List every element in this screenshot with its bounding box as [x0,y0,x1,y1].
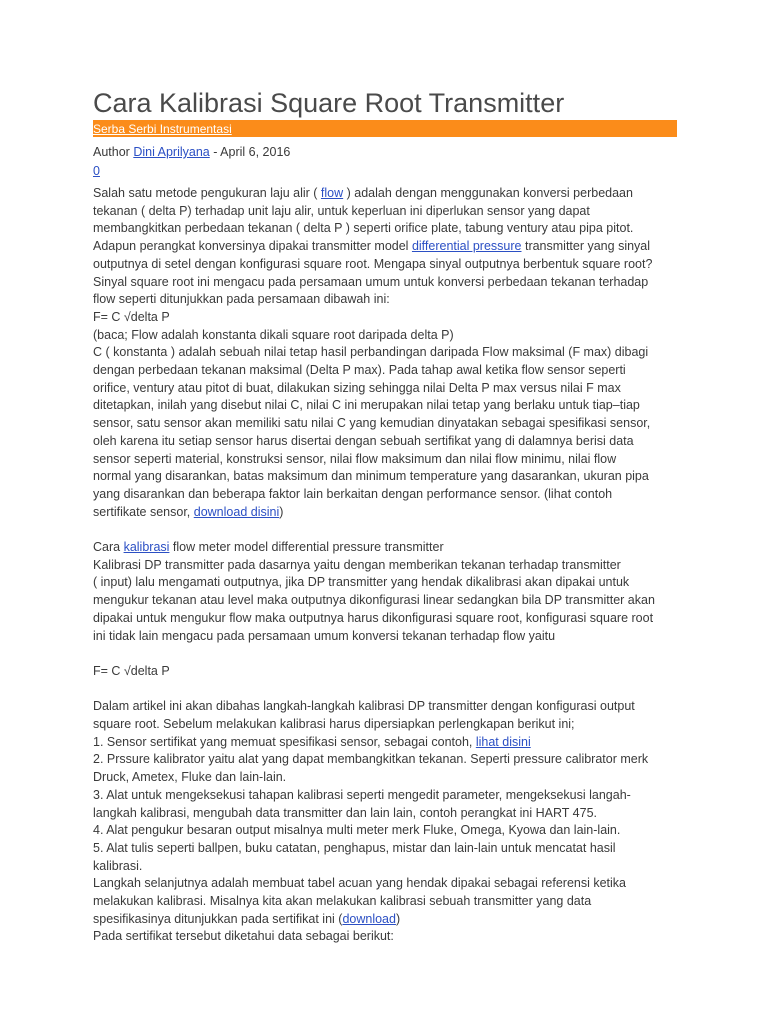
download-link[interactable]: download [342,911,396,926]
formula-line: F= C √delta P [93,309,170,324]
text-span: sertifikate sensor, [93,504,194,519]
lihat-disini-link[interactable]: lihat disini [475,734,531,749]
download-disini-link[interactable]: download disini [193,504,280,519]
list-item: 2. Prssure kalibrator yaitu alat yang dapat membangkitkan tekanan. Seperti pressure calibrator merk [93,752,649,767]
text-line [93,185,678,203]
text-span: spesifikasinya ditunjukkan pada sertifikat ini ( [93,911,343,926]
list-item [93,734,678,752]
text-span: 1. Sensor sertifikat yang memuat spesifikasi sensor, sebagai contoh, [93,734,476,749]
text-span: Salah satu metode pengukuran laju alir ( [93,186,321,200]
paragraph-calibration [93,539,678,645]
text-line: Kalibrasi DP transmitter pada dasarnya yaitu dengan memberikan tekanan terhadap transmitter [93,557,621,572]
text-line: dengan perbedaan tekanan maksimal (Delta P max). Pada tahap awal ketika flow sensor seperti [93,363,626,378]
flow-link[interactable]: flow [320,186,344,200]
differential-pressure-link[interactable]: differential pressure [411,239,522,254]
comments-link[interactable]: 0 [93,164,100,178]
formula-line: F= C √delta P [93,663,170,678]
text-span: transmitter yang sinyal [521,239,651,254]
label-bar [93,120,677,137]
text-line: langkah kalibrasi, mengubah data transmitter dan lain lain, contoh perangkat ini HART 475. [93,805,598,820]
text-line: yang disarankan dan beberapa faktor lain berkaitan dengan performance sensor. (lihat contoh [93,486,613,501]
text-line: Sinyal square root ini mengacu pada persamaan umum untuk konversi perbedaan tekanan terhadap [93,274,649,289]
text-line: ( input) lalu mengamati outputnya, jika DP transmitter yang hendak dikalibrasi akan dipakai untuk [93,575,630,590]
text-line: (baca; Flow adalah konstanta dikali square root daripada delta P) [93,327,454,342]
text-line: membangkitkan perbedaan tekanan ( delta P ) seperti orifice plate, tabung ventury atau pipa pitot. [93,221,634,236]
text-span: ) [279,504,284,519]
kalibrasi-link[interactable]: kalibrasi [123,540,170,555]
paragraph-gap [93,645,678,663]
text-line: melakukan kalibrasi. Misalnya kita akan melakukan kalibrasi sebuah transmitter yang data [93,894,592,909]
text-span: ) [395,911,401,926]
post-date: April 6, 2016 [220,145,291,159]
author-link[interactable]: Dini Aprilyana [133,145,210,159]
list-item: 4. Alat pengukur besaran output misalnya multi meter merk Fluke, Omega, Kyowa dan lain-lain. [93,823,621,838]
text-line [93,504,678,522]
text-line: kalibrasi. [93,858,143,873]
text-line [93,539,678,557]
text-span: Cara [93,540,124,555]
text-line: square root. Sebelum melakukan kalibrasi harus dipersiapkan perlengkapan berikut ini; [93,717,575,732]
text-span: ) adalah dengan menggunakan konversi perbedaan [343,186,633,200]
text-line: oleh karena itu setiap sensor harus disertai dengan sebuah sertifikat yang di dalamnya berisi data [93,433,634,448]
text-line: ditetapkan, inilah yang disebut nilai C, nilai C ini merupakan nilai tetap yang berlaku untuk tiap–tiap [93,398,640,413]
text-line: ini tidak lain mengacu pada persamaan umum konversi tekanan terhadap flow yaitu [93,628,556,643]
text-line: normal yang disarankan, batas maksimum dan minimum temperature yang dasarankan, ukuran pipa [93,469,649,484]
text-span: Adapun perangkat konversinya dipakai transmitter model [93,239,412,254]
paragraph-intro [93,185,678,521]
text-line: Langkah selanjutnya adalah membuat tabel acuan yang hendak dipakai sebagai referensi ketika [93,876,627,891]
text-line: sensor, satu sensor akan memiliki satu nilai C yang kemudian dinyatakan sebagai spesifikasi sensor, [93,416,651,431]
text-line [93,238,678,256]
post-title: Cara Kalibrasi Square Root Transmitter [93,88,565,118]
text-line: sensor seperti material, konstruksi sensor, nilai flow maksimum dan nilai flow minimu, nilai flow [93,451,617,466]
paragraph-steps [93,698,678,946]
date-separator: - [209,145,221,159]
text-span: flow meter model differential pressure transmitter [169,540,444,555]
text-line: orifice, ventury atau pitot di buat, dilakukan sizing sehingga nilai Delta P max versus nilai F max [93,380,621,395]
post-meta [93,142,290,162]
text-line: mengukur tekanan atau level maka outputnya dikonfigurasi linear sedangkan bila DP transmitter akan [93,593,655,608]
paragraph-gap [93,521,678,539]
text-line: dipakai untuk mengukur flow maka outputnya harus dikonfigurasi square root, konfigurasi square root [93,610,654,625]
text-line: Pada sertifikat tersebut diketahui data sebagai berikut: [93,929,394,944]
author-prefix: Author [93,145,134,159]
text-line: tekanan ( delta P) terhadap unit laju alir, untuk keperluan ini diperlukan sensor yang dapat [93,203,590,218]
list-item: 3. Alat untuk mengeksekusi tahapan kalibrasi seperti mengedit parameter, mengeksekusi langah- [93,787,631,802]
text-line [93,911,678,929]
text-line: flow seperti ditunjukkan pada persamaan dibawah ini: [93,292,390,307]
comment-count [93,162,100,180]
list-item: 5. Alat tulis seperti ballpen, buku catatan, penghapus, mistar dan lain-lain untuk mencatat hasil [93,840,616,855]
text-line: C ( konstanta ) adalah sebuah nilai tetap hasil perbandingan daripada Flow maksimal (F max) dibagi [93,345,649,360]
paragraph-formula [93,663,678,681]
post-body [93,185,678,946]
paragraph-gap [93,681,678,699]
text-line: Dalam artikel ini akan dibahas langkah-langkah kalibrasi DP transmitter dengan konfigurasi output [93,699,635,714]
text-line: Druck, Ametex, Fluke dan lain-lain. [93,770,287,785]
label-link[interactable]: Serba Serbi Instrumentasi [93,122,232,136]
text-line: outputnya di setel dengan konfigurasi square root. Mengapa sinyal outputnya berbentuk square root? [93,256,653,271]
